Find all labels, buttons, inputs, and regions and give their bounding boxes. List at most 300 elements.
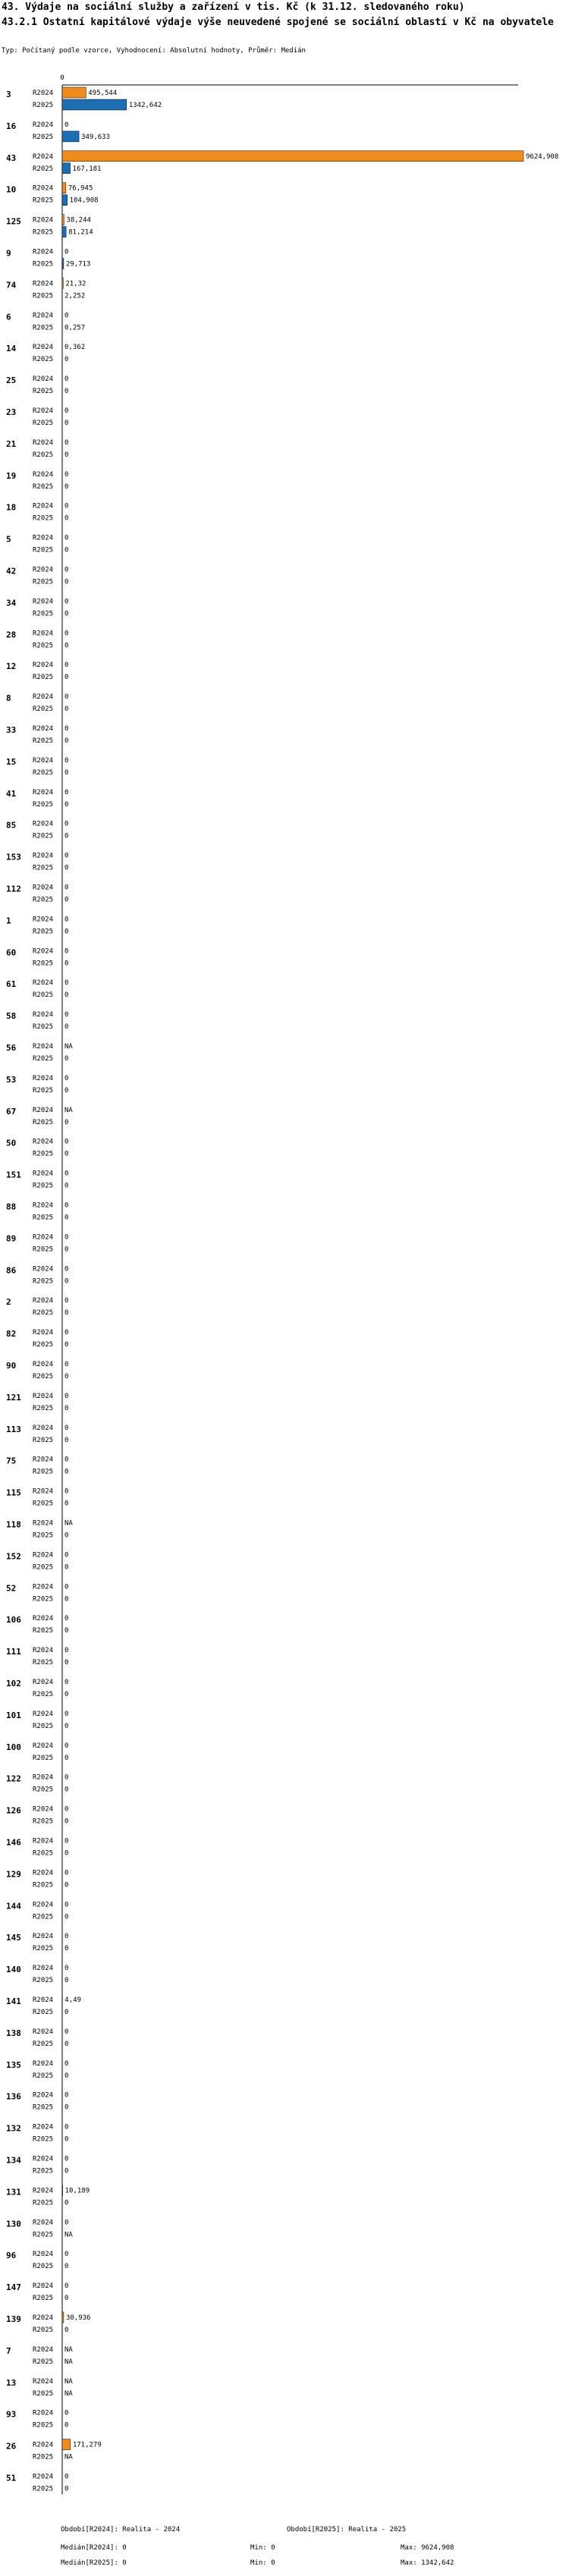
value-label: 0 [64, 788, 69, 796]
value-label: 0 [64, 1404, 69, 1412]
series-label: R2025 [33, 864, 54, 872]
series-label: R2025 [33, 642, 54, 650]
series-label: R2024 [33, 1043, 54, 1051]
series-label: R2024 [33, 2091, 54, 2100]
series-label: R2025 [33, 578, 54, 586]
value-label: 0 [64, 1373, 69, 1381]
group-label: 53 [6, 1074, 17, 1085]
value-label: 0 [64, 407, 69, 415]
series-label: R2024 [33, 1996, 54, 2004]
bar-R2024 [62, 2185, 63, 2195]
group-label: 33 [6, 725, 17, 735]
group-label: 136 [6, 2091, 21, 2102]
series-label: R2025 [33, 514, 54, 523]
value-label: 0 [64, 2219, 69, 2227]
series-label: R2025 [33, 1786, 54, 1794]
value-label: 0 [64, 1742, 69, 1750]
group-label: 113 [6, 1424, 21, 1434]
bar-R2024 [62, 87, 86, 98]
series-label: R2024 [33, 2155, 54, 2163]
group-label: 151 [6, 1170, 21, 1180]
series-label: R2025 [33, 1849, 54, 1858]
series-label: R2025 [33, 388, 54, 396]
series-label: R2024 [33, 1933, 54, 1941]
series-label: R2025 [33, 1468, 54, 1476]
series-label: R2024 [33, 502, 54, 510]
value-label: NA [64, 2231, 73, 2239]
value-label: NA [64, 2377, 73, 2386]
value-label: 0 [64, 2409, 69, 2417]
series-label: R2024 [33, 1773, 54, 1782]
series-label: R2025 [33, 1055, 54, 1063]
series-label: R2025 [33, 1913, 54, 1921]
series-label: R2024 [33, 566, 54, 574]
series-label: R2025 [33, 896, 54, 904]
series-label: R2025 [33, 1341, 54, 1349]
value-label: 10,189 [64, 2187, 90, 2195]
bar-R2025 [62, 195, 68, 206]
series-label: R2024 [33, 1170, 54, 1178]
value-label: 0 [64, 1277, 69, 1286]
series-label: R2024 [33, 1361, 54, 1368]
series-label: R2024 [33, 2441, 54, 2449]
series-label: R2024 [33, 90, 54, 97]
group-label: 102 [6, 1679, 21, 1689]
value-label: 0 [64, 1965, 69, 1973]
series-label: R2024 [33, 1837, 54, 1846]
group-label: 115 [6, 1487, 21, 1498]
value-label: 495,544 [88, 90, 118, 97]
group-label: 130 [6, 2219, 21, 2229]
series-label: R2025 [33, 2485, 54, 2493]
value-label: 0 [64, 2485, 69, 2493]
series-label: R2024 [33, 152, 54, 161]
bar-R2024 [62, 151, 523, 162]
series-label: R2025 [33, 1214, 54, 1222]
series-label: R2025 [33, 2421, 54, 2430]
value-label: 0 [64, 1150, 69, 1158]
value-label: 0 [64, 1456, 69, 1464]
value-label: 0 [64, 1805, 69, 1814]
value-label: 0 [64, 502, 69, 510]
group-label: 140 [6, 1965, 21, 1975]
series-label: R2025 [33, 1246, 54, 1254]
value-label: 0 [64, 1881, 69, 1890]
value-label: 0 [64, 1691, 69, 1698]
series-label: R2024 [33, 2345, 54, 2354]
series-label: R2025 [33, 2103, 54, 2112]
value-label: 0 [64, 1329, 69, 1337]
group-label: 111 [6, 1647, 21, 1657]
value-label: 0 [64, 1424, 69, 1432]
value-label: 0 [64, 768, 69, 777]
value-label: 0 [64, 1722, 69, 1730]
value-label: 0 [64, 2135, 69, 2144]
series-label: R2024 [33, 1329, 54, 1337]
value-label: 0 [64, 1627, 69, 1635]
value-label: 0 [64, 1710, 69, 1718]
value-label: 0 [64, 1773, 69, 1782]
series-label: R2025 [33, 2295, 54, 2303]
series-label: R2025 [33, 102, 54, 109]
group-label: 16 [6, 121, 17, 131]
series-label: R2025 [33, 1404, 54, 1412]
series-label: R2025 [33, 1500, 54, 1508]
value-label: 0 [64, 1933, 69, 1941]
bar-R2025 [62, 163, 71, 174]
value-label: 0 [64, 1786, 69, 1794]
series-label: R2024 [33, 1138, 54, 1146]
value-label: 0 [64, 2473, 69, 2481]
series-label: R2025 [33, 737, 54, 745]
series-label: R2024 [33, 470, 54, 479]
value-label: 0 [64, 356, 69, 364]
series-label: R2025 [33, 2072, 54, 2080]
value-label: 0 [64, 864, 69, 872]
value-label: 0 [64, 1945, 69, 1953]
series-label: R2024 [33, 1456, 54, 1464]
value-label: 0 [64, 2123, 69, 2131]
value-label: 0 [64, 2282, 69, 2291]
series-label: R2024 [33, 2314, 54, 2322]
value-label: 0 [64, 1679, 69, 1686]
group-label: 7 [6, 2345, 11, 2356]
value-label: 0 [64, 1086, 69, 1095]
series-label: R2024 [33, 693, 54, 702]
value-label: 0 [64, 1595, 69, 1604]
bar-R2025 [62, 131, 79, 142]
value-label: 0 [64, 896, 69, 904]
value-label: NA [64, 2345, 73, 2354]
group-label: 75 [6, 1456, 17, 1466]
value-label: NA [64, 1106, 73, 1114]
value-label: 0 [64, 674, 69, 682]
value-label: 0 [64, 737, 69, 745]
value-label: 81,214 [68, 228, 93, 237]
group-label: 14 [6, 344, 17, 354]
series-label: R2024 [33, 1392, 54, 1400]
chart-type-line: Typ: Počítaný podle vzorce, Vyhodnocení: Absolutní hodnoty, Průměr: Medián [2, 47, 306, 55]
series-label: R2025 [33, 196, 54, 205]
series-label: R2024 [33, 1710, 54, 1718]
series-label: R2025 [33, 928, 54, 936]
group-label: 42 [6, 566, 17, 576]
value-label: 0 [64, 884, 69, 892]
group-label: 67 [6, 1106, 17, 1117]
value-label: 0 [64, 514, 69, 523]
group-label: 89 [6, 1233, 17, 1244]
value-label: 0 [64, 578, 69, 586]
group-label: 58 [6, 1011, 17, 1022]
value-label: 0 [64, 1202, 69, 1210]
series-label: R2024 [33, 1742, 54, 1750]
series-label: R2025 [33, 1659, 54, 1667]
series-label: R2025 [33, 2453, 54, 2461]
group-label: 12 [6, 661, 17, 672]
bar-R2024 [62, 278, 63, 288]
series-label: R2025 [33, 1563, 54, 1572]
series-label: R2024 [33, 534, 54, 542]
series-label: R2024 [33, 1647, 54, 1655]
series-label: R2024 [33, 1011, 54, 1019]
bar-R2024 [62, 2439, 71, 2450]
value-label: 171,279 [72, 2441, 102, 2449]
series-label: R2024 [33, 979, 54, 988]
series-label: R2024 [33, 121, 54, 129]
series-label: R2024 [33, 661, 54, 670]
series-label: R2024 [33, 2059, 54, 2068]
value-label: 0 [64, 1074, 69, 1082]
value-label: 0 [64, 1265, 69, 1274]
series-label: R2025 [33, 451, 54, 459]
series-label: R2024 [33, 2282, 54, 2291]
median-r2025: Medián[R2025]: 0 [61, 2559, 127, 2567]
value-label: NA [64, 1043, 73, 1051]
series-label: R2025 [33, 768, 54, 777]
series-label: R2024 [33, 2251, 54, 2259]
value-label: 0 [64, 979, 69, 988]
series-label: R2024 [33, 2187, 54, 2195]
series-label: R2025 [33, 1182, 54, 1190]
group-label: 56 [6, 1043, 17, 1053]
series-label: R2025 [33, 1754, 54, 1762]
series-label: R2025 [33, 2167, 54, 2175]
value-label: 0 [64, 960, 69, 968]
series-label: R2025 [33, 482, 54, 491]
series-label: R2024 [33, 756, 54, 765]
group-label: 18 [6, 502, 17, 513]
value-label: 0 [64, 2263, 69, 2271]
series-label: R2024 [33, 2219, 54, 2227]
series-label: R2024 [33, 1265, 54, 1274]
value-label: 0 [64, 1182, 69, 1190]
series-label: R2025 [33, 991, 54, 1000]
group-label: 106 [6, 1615, 21, 1626]
group-label: 152 [6, 1551, 21, 1562]
value-label: 0 [64, 1436, 69, 1444]
chart-title: 43. Výdaje na sociální služby a zařízení v tis. Kč (k 31.12. sledovaného roku) [2, 2, 465, 13]
series-label: R2024 [33, 1615, 54, 1623]
group-label: 1 [6, 916, 11, 926]
series-label: R2025 [33, 1722, 54, 1730]
series-label: R2024 [33, 1583, 54, 1591]
min-r2025: Min: 0 [250, 2559, 275, 2567]
series-label: R2025 [33, 165, 54, 173]
value-label: 0 [64, 1551, 69, 1560]
series-label: R2024 [33, 1869, 54, 1877]
value-label: 0 [64, 1468, 69, 1476]
series-label: R2025 [33, 419, 54, 427]
series-label: R2024 [33, 598, 54, 606]
value-label: 0 [64, 2040, 69, 2048]
group-label: 146 [6, 1837, 21, 1848]
group-label: 138 [6, 2028, 21, 2038]
series-label: R2024 [33, 1074, 54, 1082]
group-label: 85 [6, 820, 17, 831]
value-label: 0 [64, 419, 69, 427]
min-r2024: Min: 0 [250, 2544, 275, 2552]
value-label: 349,633 [81, 133, 111, 141]
value-label: 0 [64, 598, 69, 606]
group-label: 9 [6, 248, 11, 259]
value-label: 4,49 [64, 1996, 81, 2004]
group-label: 51 [6, 2473, 17, 2483]
group-label: 52 [6, 1583, 17, 1594]
value-label: 0 [64, 534, 69, 542]
value-label: 0 [64, 1361, 69, 1368]
value-label: 0 [64, 1817, 69, 1826]
value-label: 0 [64, 1869, 69, 1877]
series-label: R2024 [33, 1679, 54, 1686]
value-label: 0 [64, 248, 69, 256]
value-label: 0 [64, 610, 69, 618]
bar-R2024 [62, 183, 66, 193]
series-label: R2024 [33, 248, 54, 256]
series-label: R2024 [33, 280, 54, 288]
series-label: R2024 [33, 375, 54, 384]
value-label: 104,908 [69, 196, 99, 205]
series-label: R2025 [33, 800, 54, 809]
value-label: NA [64, 2389, 73, 2398]
value-label: 0 [64, 1500, 69, 1508]
series-label: R2025 [33, 1945, 54, 1953]
value-label: 76,945 [68, 184, 93, 193]
value-label: 0 [64, 438, 69, 447]
value-label: 0 [64, 661, 69, 670]
series-label: R2024 [33, 884, 54, 892]
value-label: 0 [64, 1392, 69, 1400]
group-label: 2 [6, 1297, 11, 1308]
group-label: 135 [6, 2059, 21, 2070]
group-label: 100 [6, 1742, 21, 1752]
value-label: 0 [64, 1138, 69, 1146]
series-label: R2025 [33, 2040, 54, 2048]
max-r2025: Max: 1342,642 [401, 2559, 454, 2567]
group-label: 153 [6, 852, 21, 862]
value-label: 0 [64, 800, 69, 809]
series-label: R2025 [33, 1118, 54, 1126]
group-label: 88 [6, 1202, 17, 1212]
series-label: R2024 [33, 344, 54, 352]
value-label: 0 [64, 1837, 69, 1846]
series-label: R2025 [33, 1309, 54, 1318]
group-label: 6 [6, 312, 11, 322]
group-label: 144 [6, 1901, 21, 1912]
value-label: NA [64, 1519, 73, 1528]
value-label: 0 [64, 1487, 69, 1496]
series-label: R2025 [33, 960, 54, 968]
value-label: 0 [64, 2251, 69, 2259]
value-label: 0,257 [64, 324, 86, 332]
value-label: 0 [64, 1754, 69, 1762]
value-label: 0 [64, 2421, 69, 2430]
series-label: R2025 [33, 1023, 54, 1032]
value-label: 0 [64, 1055, 69, 1063]
median-r2024: Medián[R2024]: 0 [61, 2544, 127, 2552]
value-label: 0 [64, 1309, 69, 1318]
series-label: R2025 [33, 1817, 54, 1826]
series-label: R2024 [33, 1805, 54, 1814]
series-label: R2024 [33, 184, 54, 193]
chart-subtitle: 43.2.1 Ostatní kapitálové výdaje výše neuvedené spojené se sociální oblastí v Kč na obyvatele [2, 17, 554, 28]
series-label: R2025 [33, 546, 54, 554]
value-label: 0 [64, 1977, 69, 1985]
value-label: 0 [64, 388, 69, 396]
series-label: R2025 [33, 133, 54, 141]
series-label: R2025 [33, 2231, 54, 2239]
group-label: 23 [6, 407, 17, 417]
value-label: 0 [64, 1583, 69, 1591]
bar-R2024 [62, 2312, 64, 2323]
value-label: 0 [64, 2167, 69, 2175]
group-label: 82 [6, 1329, 17, 1340]
series-label: R2025 [33, 2199, 54, 2207]
series-label: R2025 [33, 2263, 54, 2271]
x-tick-label: 0 [60, 74, 64, 82]
value-label: 0 [64, 991, 69, 1000]
value-label: 0 [64, 121, 69, 129]
series-label: R2025 [33, 260, 54, 269]
value-label: 30,936 [65, 2314, 91, 2322]
series-label: R2025 [33, 2009, 54, 2016]
value-label: 0 [64, 2059, 69, 2068]
group-label: 145 [6, 1933, 21, 1943]
value-label: 0 [64, 2295, 69, 2303]
bar-R2025 [62, 99, 127, 110]
group-label: 8 [6, 693, 11, 704]
value-label: 0 [64, 1615, 69, 1623]
value-label: 167,181 [72, 165, 102, 173]
value-label: 0 [64, 725, 69, 733]
value-label: 0 [64, 2103, 69, 2112]
series-label: R2024 [33, 2409, 54, 2417]
value-label: 0 [64, 1023, 69, 1032]
series-label: R2024 [33, 1202, 54, 1210]
value-label: 0 [64, 852, 69, 860]
value-label: 0 [64, 2091, 69, 2100]
value-label: 0 [64, 1011, 69, 1019]
series-label: R2025 [33, 1881, 54, 1890]
series-label: R2024 [33, 820, 54, 828]
value-label: 0 [64, 2155, 69, 2163]
value-label: 0 [64, 705, 69, 714]
value-label: 0 [64, 642, 69, 650]
series-label: R2024 [33, 2473, 54, 2481]
group-label: 101 [6, 1710, 21, 1720]
series-label: R2024 [33, 407, 54, 415]
value-label: 0 [64, 1849, 69, 1858]
value-label: 0 [64, 928, 69, 936]
group-label: 15 [6, 756, 17, 767]
value-label: 0 [64, 1647, 69, 1655]
value-label: 0 [64, 375, 69, 384]
series-label: R2025 [33, 1373, 54, 1381]
legend-r2025: Období[R2025]: Realita - 2025 [287, 2526, 407, 2534]
group-label: 41 [6, 788, 17, 799]
group-label: 93 [6, 2409, 17, 2420]
value-label: 38,244 [66, 216, 91, 225]
series-label: R2025 [33, 674, 54, 682]
series-label: R2024 [33, 1233, 54, 1242]
value-label: 0 [64, 470, 69, 479]
series-label: R2025 [33, 1691, 54, 1698]
group-label: 139 [6, 2314, 21, 2324]
series-label: R2024 [33, 216, 54, 225]
series-label: R2025 [33, 228, 54, 237]
value-label: 0 [64, 1563, 69, 1572]
value-label: 0 [64, 947, 69, 956]
value-label: 9624,908 [526, 152, 559, 161]
